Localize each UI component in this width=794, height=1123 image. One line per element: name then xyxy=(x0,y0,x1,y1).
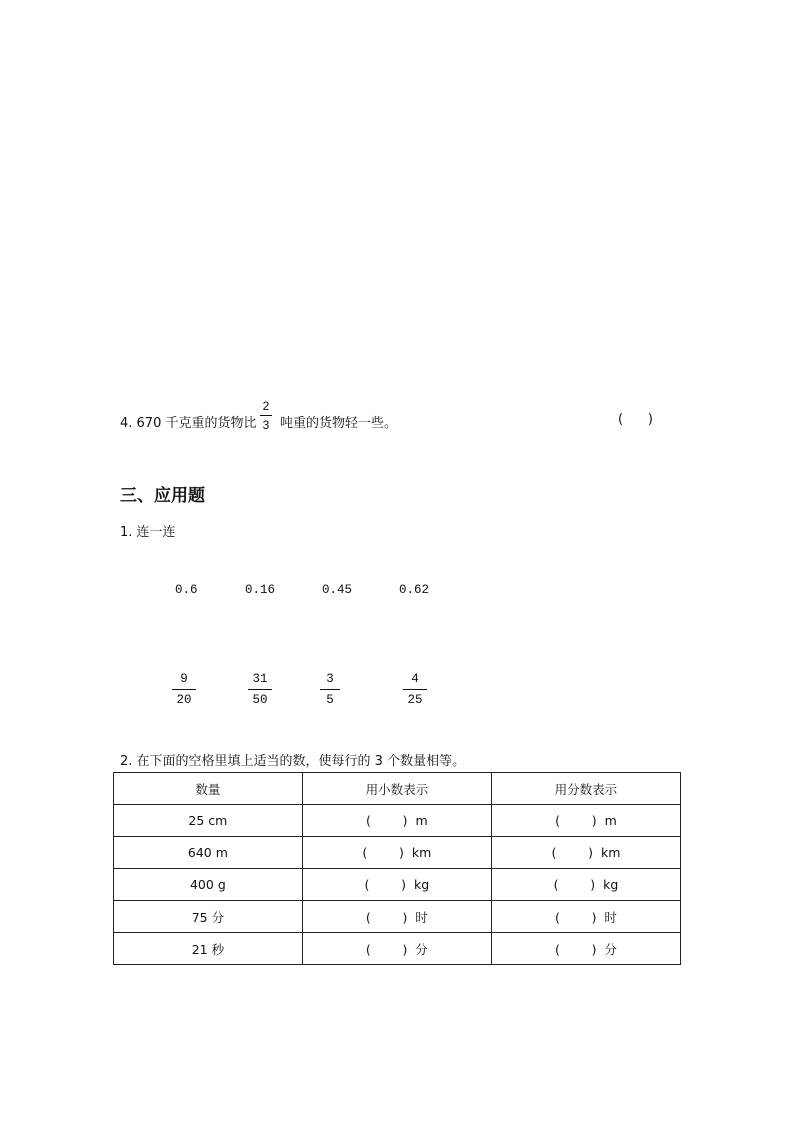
cell-decimal-blank[interactable]: ( ) kg xyxy=(302,869,491,901)
decimal-item[interactable]: 0.6 xyxy=(175,583,198,597)
question-2-title: 2. 在下面的空格里填上适当的数，使每行的 3 个数量相等。 xyxy=(120,754,466,769)
cell-fraction-blank[interactable]: ( ) 分 xyxy=(491,933,680,965)
fraction-numerator: 31 xyxy=(252,672,268,686)
header-quantity: 数量 xyxy=(114,773,303,805)
decimal-item[interactable]: 0.16 xyxy=(245,583,276,597)
cell-quantity: 21 秒 xyxy=(114,933,303,965)
cell-decimal-blank[interactable]: ( ) km xyxy=(302,837,491,869)
cell-decimal-blank[interactable]: ( ) m xyxy=(302,805,491,837)
header-decimal: 用小数表示 xyxy=(302,773,491,805)
table-row xyxy=(114,869,681,901)
table-header-row xyxy=(114,773,681,805)
fraction-bar xyxy=(260,415,272,416)
question-4-suffix: 吨重的货物轻一些。 xyxy=(280,416,398,431)
fraction-denominator: 20 xyxy=(176,693,192,707)
fraction-denominator: 50 xyxy=(252,693,268,707)
cell-quantity: 75 分 xyxy=(114,901,303,933)
cell-fraction-blank[interactable]: ( ) 时 xyxy=(491,901,680,933)
cell-quantity: 25 cm xyxy=(114,805,303,837)
fraction-numerator: 4 xyxy=(411,672,419,686)
cell-quantity: 640 m xyxy=(114,837,303,869)
fraction-item[interactable] xyxy=(403,671,427,708)
answer-blank[interactable]: ( ) xyxy=(618,412,653,427)
fraction-bar xyxy=(172,689,196,690)
fraction-item[interactable] xyxy=(320,671,340,708)
fraction-denominator: 25 xyxy=(407,693,423,707)
table-row xyxy=(114,901,681,933)
header-fraction: 用分数表示 xyxy=(491,773,680,805)
table-row xyxy=(114,837,681,869)
decimal-item[interactable]: 0.62 xyxy=(399,583,430,597)
fraction-item[interactable] xyxy=(248,671,272,708)
fraction-item[interactable] xyxy=(172,671,196,708)
table-row xyxy=(114,933,681,965)
fraction-bar xyxy=(248,689,272,690)
question-4-prefix: 4. 670 千克重的货物比 xyxy=(120,416,257,431)
conversion-table xyxy=(113,772,681,965)
cell-quantity: 400 g xyxy=(114,869,303,901)
cell-fraction-blank[interactable]: ( ) kg xyxy=(491,869,680,901)
fraction-numerator: 3 xyxy=(326,672,334,686)
question-4 xyxy=(120,398,680,440)
section-title: 三、应用题 xyxy=(120,486,205,506)
cell-fraction-blank[interactable]: ( ) m xyxy=(491,805,680,837)
fraction-bar xyxy=(320,689,340,690)
question-1-title: 1. 连一连 xyxy=(120,525,176,540)
fraction-denominator: 5 xyxy=(326,693,334,707)
cell-decimal-blank[interactable]: ( ) 分 xyxy=(302,933,491,965)
question-4-fraction xyxy=(260,398,272,433)
fraction-denominator: 3 xyxy=(262,418,270,432)
decimal-item[interactable]: 0.45 xyxy=(322,583,353,597)
cell-decimal-blank[interactable]: ( ) 时 xyxy=(302,901,491,933)
table-row xyxy=(114,805,681,837)
fraction-numerator: 9 xyxy=(180,672,188,686)
cell-fraction-blank[interactable]: ( ) km xyxy=(491,837,680,869)
fraction-numerator: 2 xyxy=(262,399,270,413)
fraction-bar xyxy=(403,689,427,690)
